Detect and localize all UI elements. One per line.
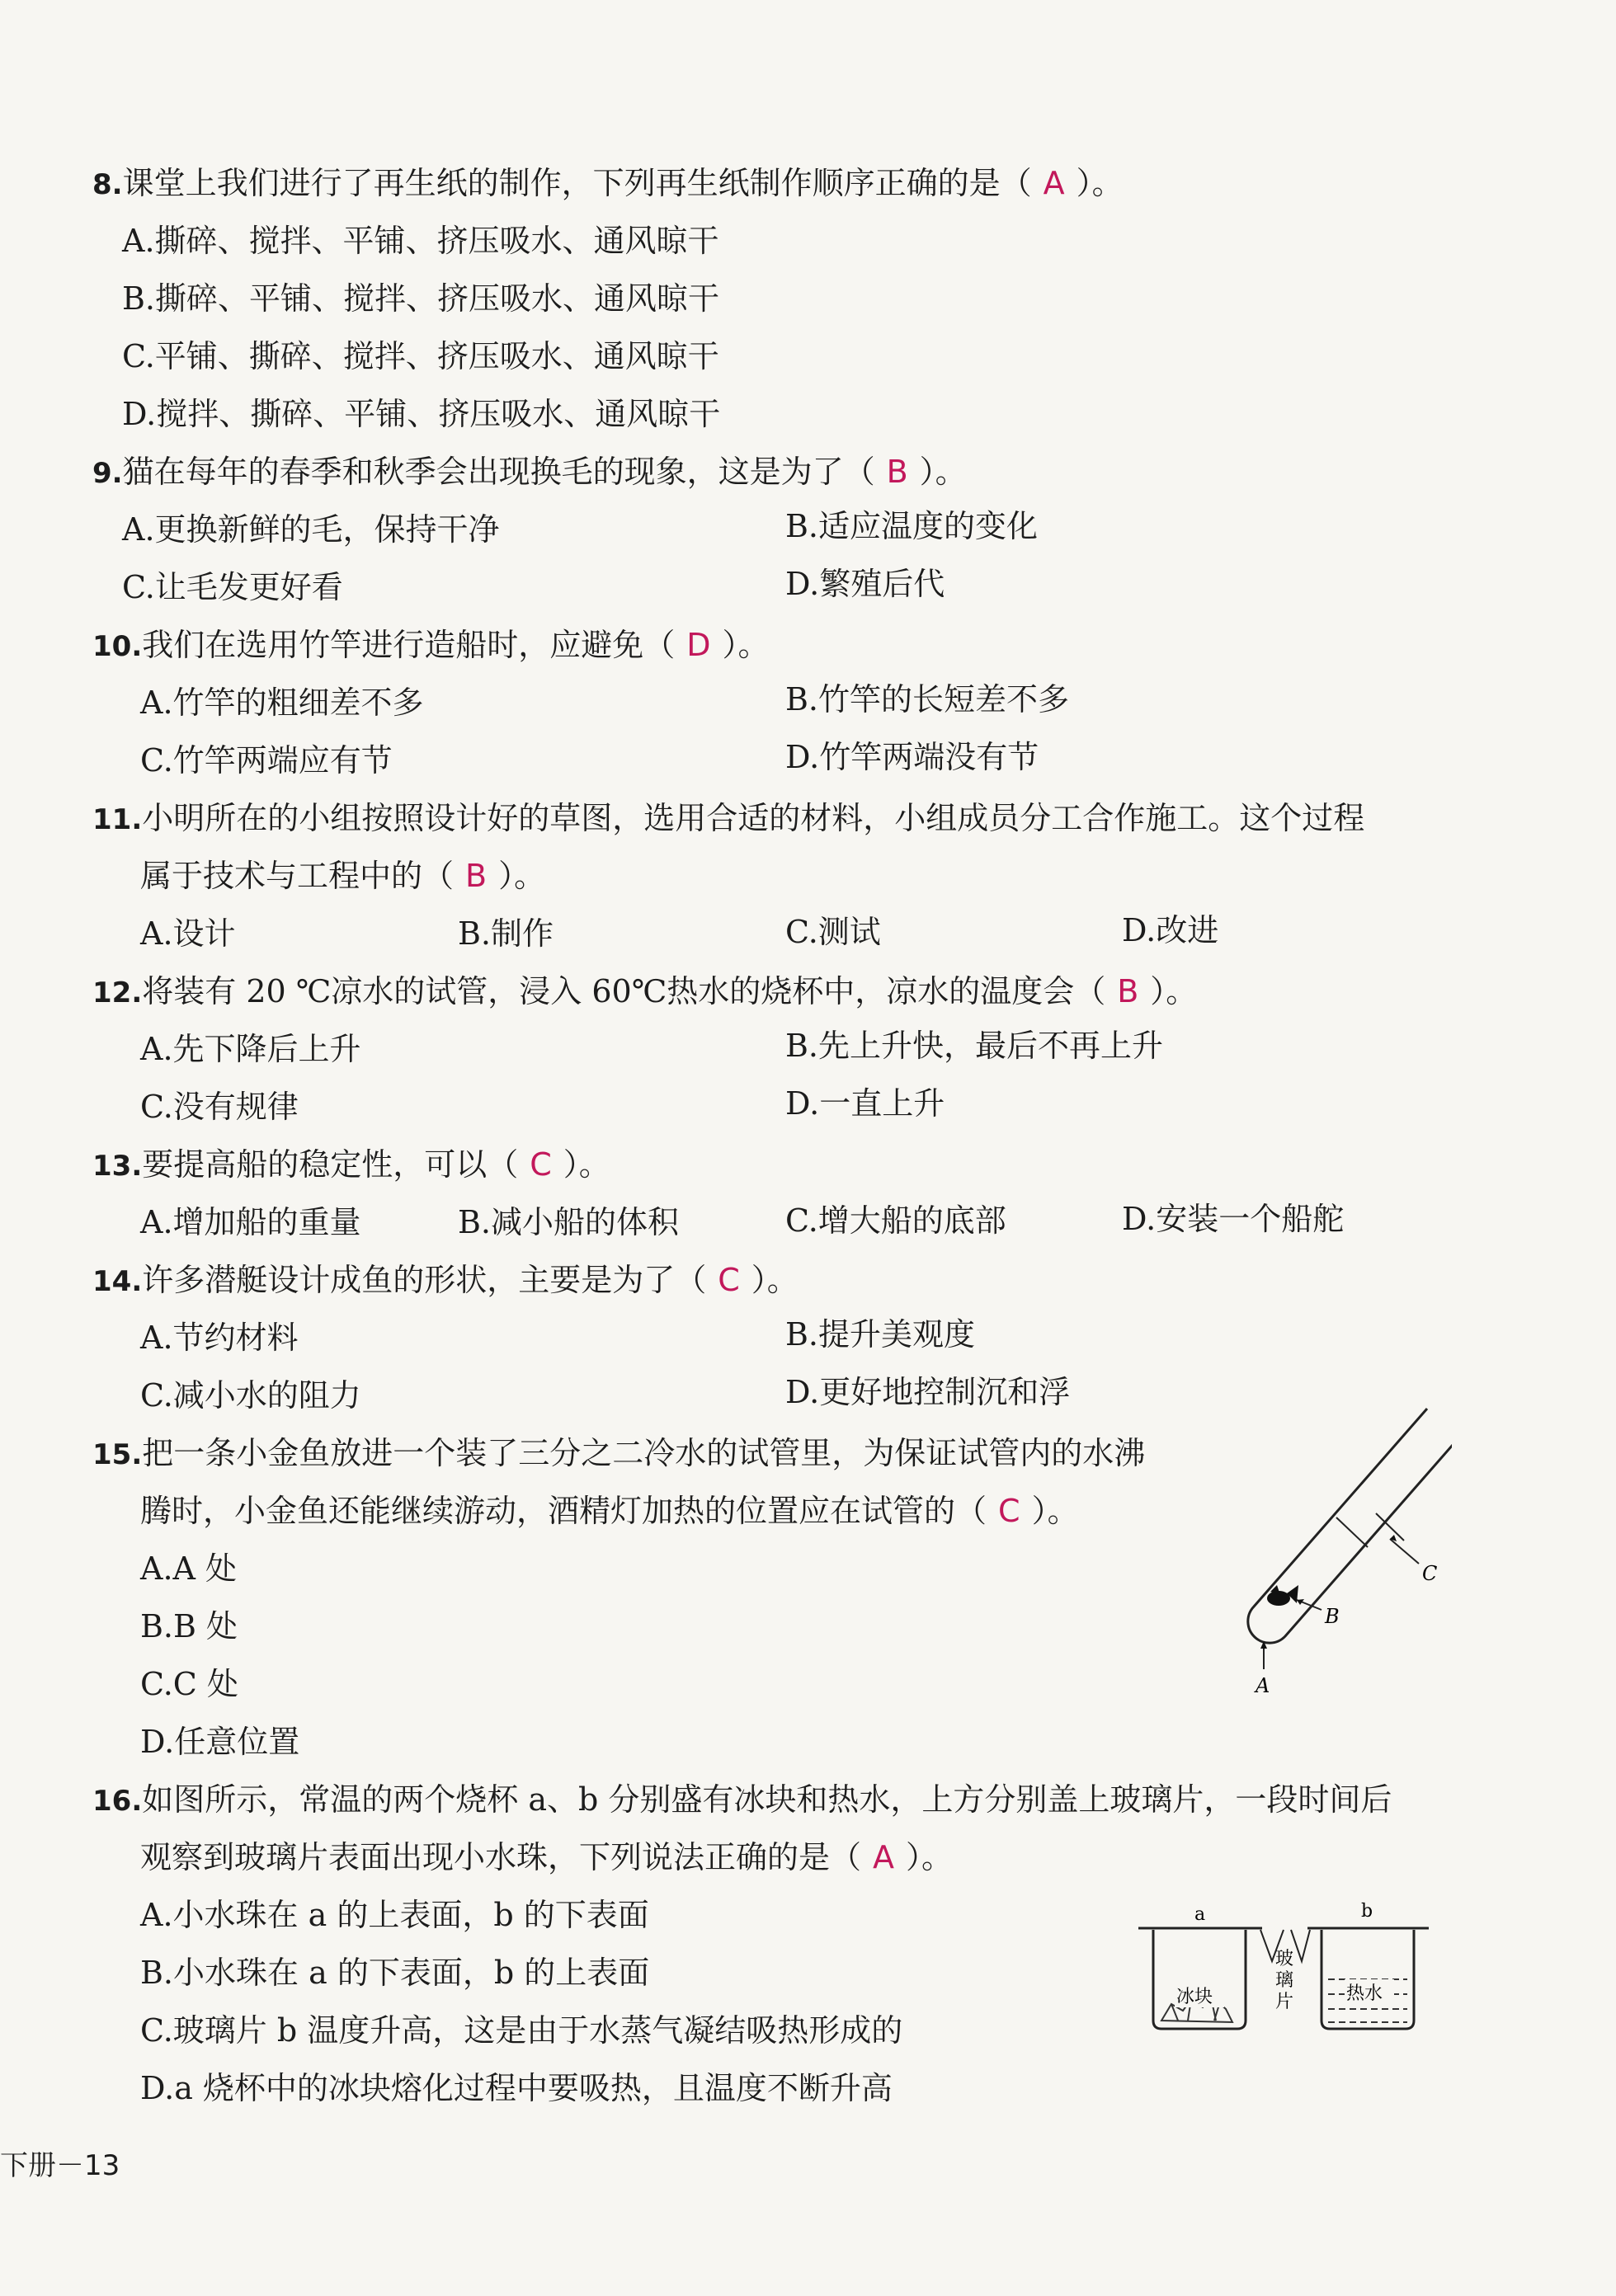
stem-text: 要提高船的稳定性，可以（ [142,1146,519,1183]
label-glass-1: 玻 [1275,1949,1294,1969]
option-d: D.改进 [1122,912,1219,948]
question-11-stem [92,797,1364,841]
label-glass-3: 片 [1275,1992,1294,2012]
answer-mark: B [886,454,908,490]
stem-text: ）。 [1150,973,1198,1009]
page-footer: 下册－13 [0,2149,120,2182]
answer-mark: A [1043,165,1065,201]
answer-mark: C [530,1146,552,1183]
option-b: B.先上升快，最后不再上升 [785,1028,1164,1064]
option-a: A.设计 [140,915,236,952]
stem-text: 许多潜艇设计成鱼的形状，主要是为了（ [142,1262,707,1298]
question-14-stem [92,1259,799,1303]
label-glass-2: 璃 [1275,1970,1294,1991]
option-c: C.竹竿两端应有节 [140,742,393,779]
stem-text: ）。 [498,858,546,894]
option-d: D.一直上升 [785,1085,945,1122]
option-c: C.平铺、撕碎、搅拌、挤压吸水、通风晾干 [122,338,719,374]
option-d: D.任意位置 [140,1724,300,1760]
stem-text: 我们在选用竹竿进行造船时，应避免（ [142,627,676,663]
question-number: 12. [92,976,143,1009]
label-c: C [1422,1562,1438,1585]
option-b: B.减小船的体积 [458,1204,680,1240]
question-16-stem [92,1778,1392,1823]
option-a: A.节约材料 [140,1320,299,1356]
stem-text: ）。 [906,1839,954,1875]
water-surface-line [1336,1517,1368,1547]
stem-text: 如图所示，常温的两个烧杯 a、b 分别盛有冰块和热水，上方分别盖上玻璃片，一段时间后 [142,1781,1392,1818]
label-b: b [1361,1901,1373,1922]
option-c: C.减小水的阻力 [140,1377,361,1414]
stem-text: 将装有 20 ℃凉水的试管，浸入 60℃热水的烧杯中，凉水的温度会（ [142,973,1106,1009]
test-tube-outline [1248,1409,1452,1643]
question-9-stem [92,450,967,495]
question-16-stem-cont [140,1836,953,1879]
label-ice: 冰块 [1176,1987,1213,2007]
option-c: C.测试 [785,914,881,950]
stem-text: ）。 [563,1146,610,1183]
option-d: D.竹竿两端没有节 [785,739,1039,775]
beaker-a [1153,1930,1246,2029]
label-b: B [1325,1605,1340,1628]
question-12-stem [92,970,1197,1014]
option-d: D.繁殖后代 [785,566,945,602]
stem-text: ）。 [1031,1493,1079,1529]
stem-text: ）。 [751,1262,799,1298]
beakers-figure [1138,1897,1435,2045]
option-c: C.玻璃片 b 温度升高，这是由于水蒸气凝结吸热形成的 [140,2012,903,2049]
option-b: B.适应温度的变化 [785,508,1039,544]
question-number: 9. [92,457,123,490]
option-a: A.A 处 [140,1550,238,1587]
label-a: a [1194,1904,1206,1925]
option-d: D.安装一个船舵 [1122,1201,1345,1237]
stem-text: 观察到玻璃片表面出现小水珠，下列说法正确的是（ [140,1839,862,1875]
question-10-stem [92,623,770,668]
stem-text: ）。 [722,627,770,663]
stem-text: 腾时，小金鱼还能继续游动，酒精灯加热的位置应在试管的（ [140,1493,987,1529]
option-a: A.先下降后上升 [140,1031,361,1067]
label-a: A [1256,1674,1270,1697]
stem-text: 小明所在的小组按照设计好的草图，选用合适的材料，小组成员分工合作施工。这个过程 [142,800,1365,836]
stem-text: 课堂上我们进行了再生纸的制作，下列再生纸制作顺序正确的是（ [122,165,1032,201]
pointer-c [1390,1539,1419,1564]
question-number: 11. [92,803,143,836]
label-hot-water: 热水 [1346,1983,1383,2004]
option-a: A.更换新鲜的毛，保持干净 [122,511,500,548]
goldfish-icon [1267,1585,1298,1606]
option-b: B.提升美观度 [785,1316,976,1353]
option-a: A.增加船的重量 [140,1204,361,1240]
option-a: A.竹竿的粗细差不多 [140,685,424,721]
option-b: B.竹竿的长短差不多 [785,681,1070,718]
option-b: B.撕碎、平铺、搅拌、挤压吸水、通风晾干 [122,280,720,317]
answer-mark: C [718,1262,740,1298]
question-8-stem [92,162,1124,206]
stem-text: 属于技术与工程中的（ [140,858,455,894]
question-number: 8. [92,168,123,201]
test-tube-figure [1188,1394,1452,1707]
question-11-stem-cont [140,854,545,897]
stem-text: 把一条小金鱼放进一个装了三分之二冷水的试管里，为保证试管内的水沸 [142,1435,1146,1471]
question-number: 14. [92,1265,143,1298]
question-15-stem-cont [140,1489,1079,1532]
option-a: A.撕碎、搅拌、平铺、挤压吸水、通风晾干 [122,223,719,259]
answer-mark: B [1117,973,1139,1009]
option-d: D.a 烧杯中的冰块熔化过程中要吸热，且温度不断升高 [140,2070,893,2106]
question-15-stem [92,1432,1145,1476]
answer-mark: A [873,1839,895,1875]
option-d: D.搅拌、撕碎、平铺、挤压吸水、通风晾干 [122,396,721,432]
option-c: C.让毛发更好看 [122,569,343,605]
question-13-stem [92,1143,610,1188]
question-number: 10. [92,630,143,663]
question-number: 13. [92,1150,143,1183]
answer-mark: B [465,858,488,894]
option-c: C.C 处 [140,1666,238,1702]
option-c: C.增大船的底部 [785,1202,1006,1239]
question-number: 16. [92,1785,143,1818]
option-b: B.制作 [458,915,554,952]
option-d: D.更好地控制沉和浮 [785,1374,1071,1410]
option-c: C.没有规律 [140,1089,299,1125]
stem-text: 猫在每年的春季和秋季会出现换毛的现象，这是为了（ [122,454,875,490]
option-b: B.B 处 [140,1608,238,1644]
answer-mark: D [686,627,711,663]
stem-text: ）。 [1076,165,1124,201]
option-a: A.小水珠在 a 的上表面，b 的下表面 [140,1897,649,1933]
answer-mark: C [998,1493,1020,1529]
stem-text: ）。 [919,454,967,490]
option-b: B.小水珠在 a 的下表面，b 的上表面 [140,1955,650,1991]
question-number: 15. [92,1438,143,1471]
